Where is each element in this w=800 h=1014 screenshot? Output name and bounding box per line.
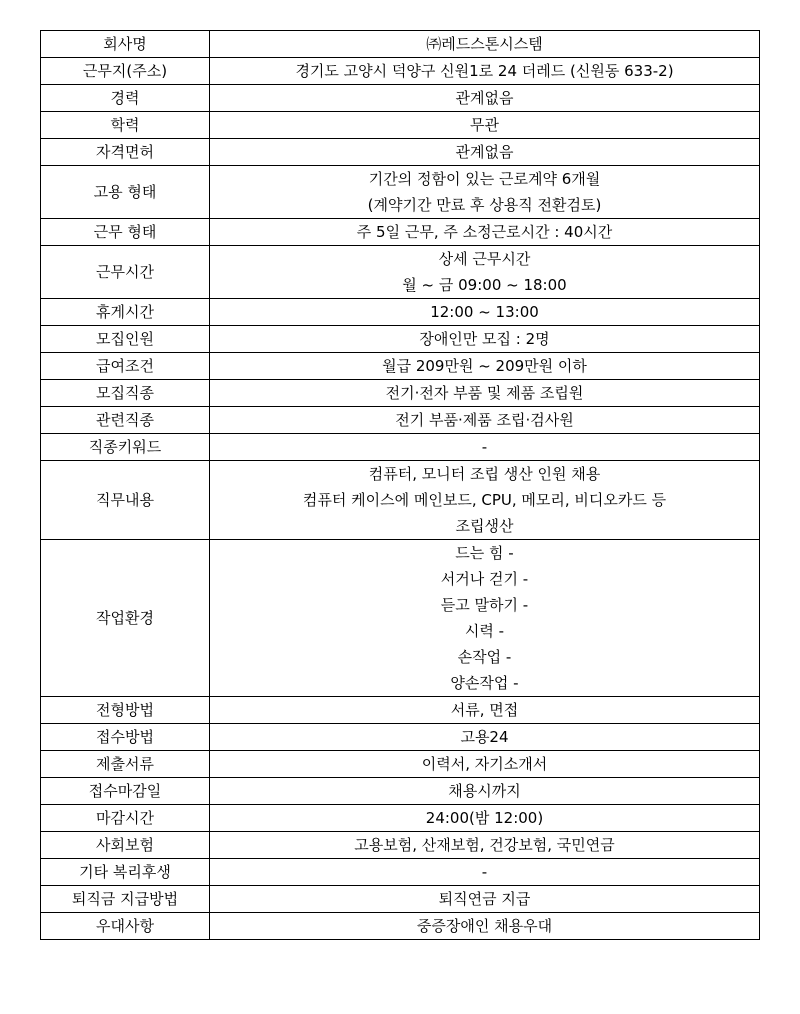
value-line: 월 ~ 금 09:00 ~ 18:00 (402, 276, 567, 294)
value-line: 무관 (470, 116, 499, 134)
row-label: 학력 (41, 112, 210, 139)
value-line: 중증장애인 채용우대 (416, 917, 553, 935)
table-row (41, 751, 760, 778)
table-row (41, 299, 760, 326)
row-value (210, 778, 760, 805)
row-value (210, 353, 760, 380)
table-row (41, 540, 760, 697)
value-line: 고용24 (460, 728, 509, 746)
value-line: 상세 근무시간 (438, 250, 531, 268)
row-value (210, 219, 760, 246)
table-row (41, 353, 760, 380)
row-label: 우대사항 (41, 913, 210, 940)
row-label: 기타 복리후생 (41, 859, 210, 886)
value-line: 퇴직연금 지급 (438, 890, 531, 908)
row-label: 퇴직금 지급방법 (41, 886, 210, 913)
table-row (41, 886, 760, 913)
table-row (41, 58, 760, 85)
row-label: 회사명 (41, 31, 210, 58)
table-row (41, 461, 760, 540)
value-line: ㈜레드스톤시스템 (426, 35, 543, 53)
row-value (210, 58, 760, 85)
table-row (41, 697, 760, 724)
table-row (41, 913, 760, 940)
row-value (210, 886, 760, 913)
value-line: 24:00(밤 12:00) (425, 809, 544, 827)
value-line: 장애인만 모집 : 2명 (419, 330, 550, 348)
row-label: 모집인원 (41, 326, 210, 353)
value-line: 서거나 걷기 - (440, 570, 529, 588)
value-line: 이력서, 자기소개서 (421, 755, 548, 773)
value-line: 드는 힘 - (455, 544, 514, 562)
value-line: 월급 209만원 ~ 209만원 이하 (382, 357, 587, 375)
table-row (41, 31, 760, 58)
row-value (210, 434, 760, 461)
row-value (210, 697, 760, 724)
row-value (210, 724, 760, 751)
row-value (210, 85, 760, 112)
value-line: - (481, 438, 488, 456)
table-row (41, 219, 760, 246)
value-line: 조립생산 (455, 517, 514, 535)
row-label: 사회보험 (41, 832, 210, 859)
value-line: 양손작업 - (450, 674, 519, 692)
row-value (210, 112, 760, 139)
row-label: 접수마감일 (41, 778, 210, 805)
value-line: 고용보험, 산재보험, 건강보험, 국민연금 (354, 836, 615, 854)
value-line: 주 5일 근무, 주 소정근로시간 : 40시간 (356, 223, 613, 241)
row-value (210, 751, 760, 778)
table-row (41, 166, 760, 219)
table-row (41, 326, 760, 353)
value-line: 컴퓨터, 모니터 조립 생산 인원 채용 (368, 465, 601, 483)
row-label: 자격면허 (41, 139, 210, 166)
table-row (41, 832, 760, 859)
row-value (210, 540, 760, 697)
row-label: 근무지(주소) (41, 58, 210, 85)
row-label: 마감시간 (41, 805, 210, 832)
row-value (210, 461, 760, 540)
row-value (210, 805, 760, 832)
row-value (210, 832, 760, 859)
row-value (210, 326, 760, 353)
table-row (41, 246, 760, 299)
row-value (210, 166, 760, 219)
value-line: 관계없음 (455, 143, 514, 161)
value-line: 12:00 ~ 13:00 (430, 303, 539, 321)
row-label: 모집직종 (41, 380, 210, 407)
table-row (41, 112, 760, 139)
row-label: 전형방법 (41, 697, 210, 724)
row-value (210, 859, 760, 886)
table-row (41, 778, 760, 805)
value-line: 기간의 정함이 있는 근로계약 6개월 (368, 170, 601, 188)
value-line: 전기·전자 부품 및 제품 조립원 (385, 384, 584, 402)
table-row (41, 85, 760, 112)
row-value (210, 380, 760, 407)
row-label: 근무시간 (41, 246, 210, 299)
row-label: 제출서류 (41, 751, 210, 778)
row-label: 경력 (41, 85, 210, 112)
job-info-table (40, 30, 760, 940)
row-value (210, 299, 760, 326)
table-row (41, 859, 760, 886)
value-line: 전기 부품·제품 조립·검사원 (395, 411, 574, 429)
value-line: 컴퓨터 케이스에 메인보드, CPU, 메모리, 비디오카드 등 (302, 491, 667, 509)
value-line: (계약기간 만료 후 상용직 전환검토) (367, 196, 602, 214)
table-row (41, 434, 760, 461)
value-line: 관계없음 (455, 89, 514, 107)
value-line: 듣고 말하기 - (440, 596, 529, 614)
row-value (210, 139, 760, 166)
row-label: 직종키워드 (41, 434, 210, 461)
row-label: 작업환경 (41, 540, 210, 697)
table-row (41, 407, 760, 434)
row-label: 관련직종 (41, 407, 210, 434)
row-label: 근무 형태 (41, 219, 210, 246)
table-row (41, 139, 760, 166)
row-label: 고용 형태 (41, 166, 210, 219)
value-line: 경기도 고양시 덕양구 신원1로 24 더레드 (신원동 633-2) (295, 62, 674, 80)
value-line: 채용시까지 (448, 782, 521, 800)
row-label: 직무내용 (41, 461, 210, 540)
row-value (210, 913, 760, 940)
value-line: 손작업 - (457, 648, 512, 666)
row-label: 접수방법 (41, 724, 210, 751)
row-value (210, 246, 760, 299)
value-line: - (481, 863, 488, 881)
row-value (210, 407, 760, 434)
table-row (41, 380, 760, 407)
row-label: 휴게시간 (41, 299, 210, 326)
row-value (210, 31, 760, 58)
table-row (41, 805, 760, 832)
table-row (41, 724, 760, 751)
value-line: 서류, 면접 (450, 701, 519, 719)
value-line: 시력 - (464, 622, 505, 640)
row-label: 급여조건 (41, 353, 210, 380)
